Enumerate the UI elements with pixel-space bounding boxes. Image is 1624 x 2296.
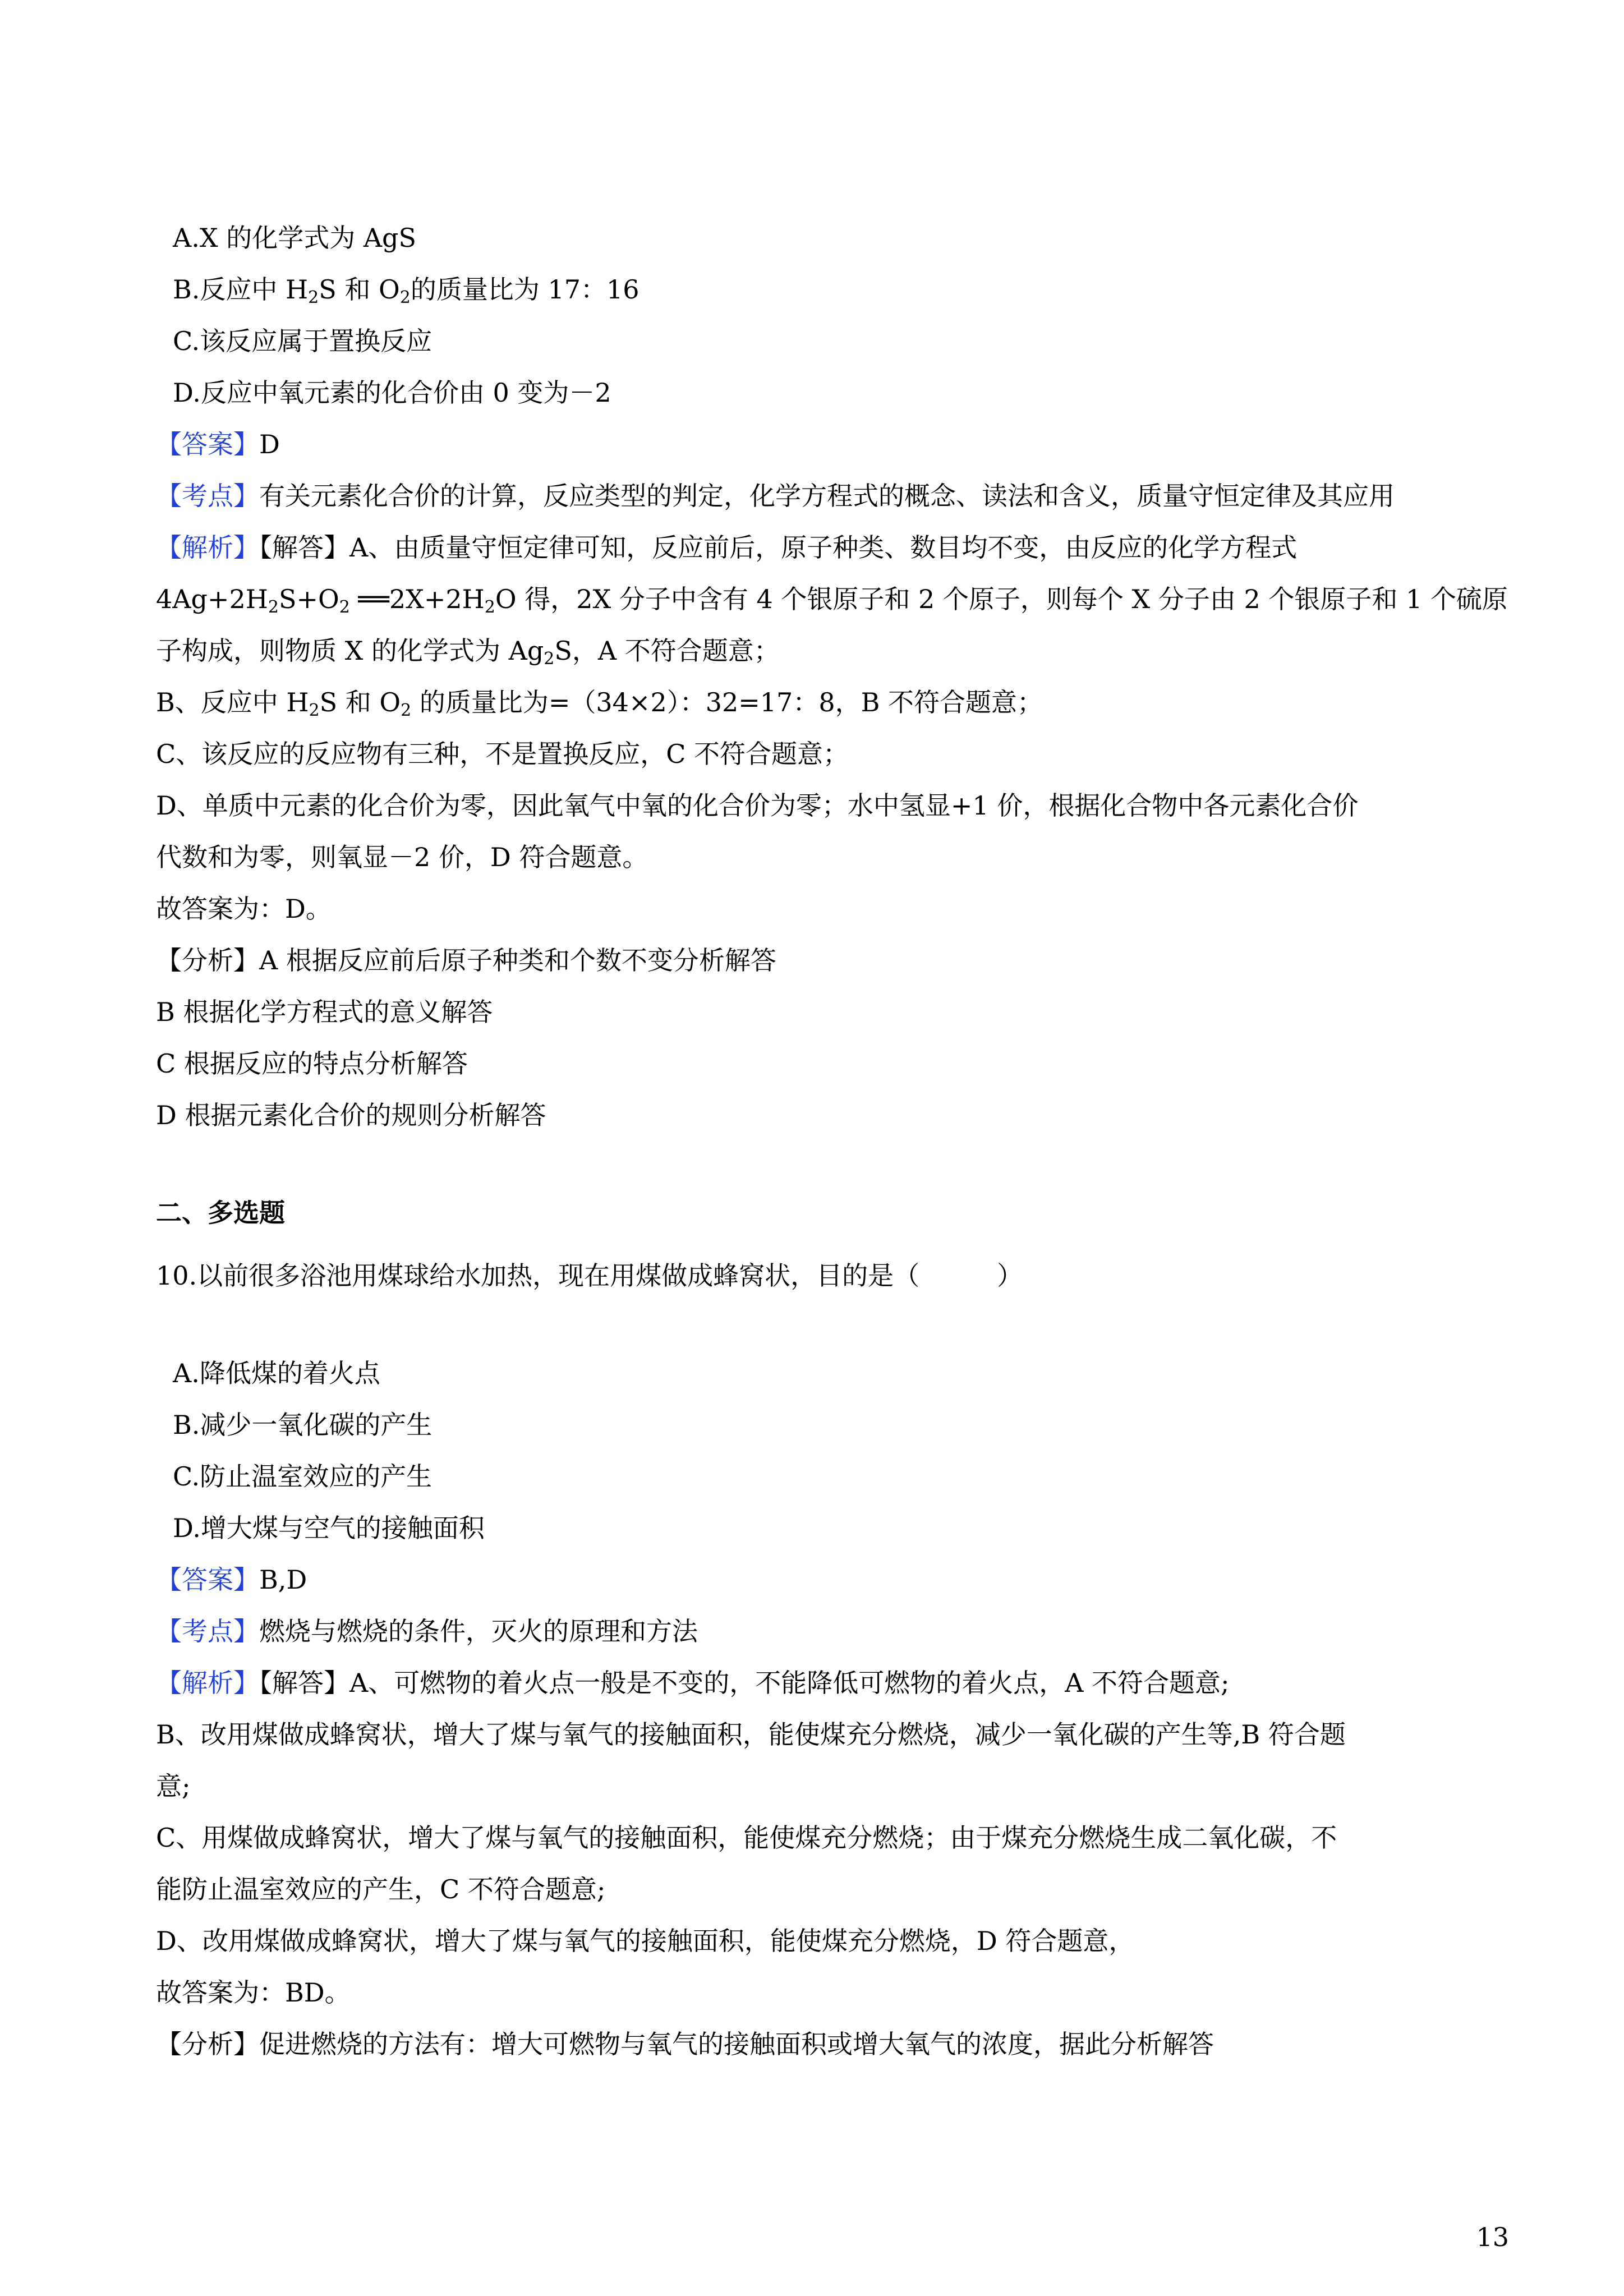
q9-option-c: C.该反应属于置换反应	[173, 326, 433, 356]
q9-jiexi-d2: 代数和为零，则氧显－2 价，D 符合题意。	[156, 842, 648, 872]
q9-final-answer: 故答案为：D。	[156, 894, 332, 924]
q10-jiexi-c2: 能防止温室效应的产生，C 不符合题意;	[156, 1874, 606, 1904]
q10-jiexi-line1: 【解析】【解答】A、可燃物的着火点一般是不变的，不能降低可燃物的着火点，A 不符合题意;	[156, 1668, 1230, 1698]
q10-kaodian: 【考点】燃烧与燃烧的条件，灭火的原理和方法	[156, 1616, 698, 1646]
answer-label: 【答案】	[156, 1565, 259, 1595]
q9-fenxi-d: D 根据元素化合价的规则分析解答	[156, 1100, 546, 1130]
jiexi-label: 【解析】	[156, 532, 259, 563]
q9-jiexi-line1: 【解析】【解答】A、由质量守恒定律可知，反应前后，原子种类、数目均不变，由反应的化学方程式	[156, 532, 1298, 563]
q10-answer: 【答案】B,D	[156, 1565, 307, 1595]
q10-fenxi: 【分析】促进燃烧的方法有：增大可燃物与氧气的接触面积或增大氧气的浓度，据此分析解答	[156, 2029, 1214, 2059]
q10-option-d: D.增大煤与空气的接触面积	[173, 1513, 485, 1543]
q9-jiexi-line2: $4Ag+2H_2S+O_2$ $══2X+2H_2O$ 得，2X 分子中含有 4 个银原子和 2 个原子，则每个 X 分子由 2 个银原子和 1 个硫原	[156, 584, 1508, 617]
q9-option-a: A.X 的化学式为 AgS	[173, 223, 417, 253]
q9-fenxi-a: 【分析】A 根据反应前后原子种类和个数不变分析解答	[156, 945, 776, 976]
q9-jiexi-d1: D、单质中元素的化合价为零，因此氧气中氧的化合价为零；水中氢显+1 价，根据化合物中各元素化合价	[156, 790, 1359, 821]
page-number: 13	[1476, 2222, 1509, 2252]
q10-final-answer: 故答案为：BD。	[156, 1977, 351, 2008]
kaodian-label: 【考点】	[156, 1616, 259, 1646]
q9-jiexi-line3: 子构成，则物质 X 的化学式为 $Ag_2S$，A 不符合题意；	[156, 636, 780, 669]
q9-option-d: D.反应中氧元素的化合价由 0 变为－2	[173, 378, 611, 408]
q10-jiexi-b1: B、改用煤做成蜂窝状，增大了煤与氧气的接触面积，能使煤充分燃烧，减少一氧化碳的产生等,B 符合题	[156, 1719, 1346, 1750]
answer-label: 【答案】	[156, 429, 259, 459]
q9-kaodian: 【考点】有关元素化合价的计算，反应类型的判定，化学方程式的概念、读法和含义，质量守恒定律及其应用	[156, 481, 1395, 511]
q10-option-c: C.防止温室效应的产生	[173, 1461, 433, 1492]
q10-question: 10.以前很多浴池用煤球给水加热，现在用煤做成蜂窝状，目的是（ ）	[156, 1260, 1023, 1291]
jiexi-label: 【解析】	[156, 1668, 259, 1698]
q9-jiexi-c: C、该反应的反应物有三种，不是置换反应，C 不符合题意；	[156, 739, 849, 769]
q10-jiexi-c1: C、用煤做成蜂窝状，增大了煤与氧气的接触面积，能使煤充分燃烧；由于煤充分燃烧生成二氧化碳，不	[156, 1823, 1337, 1853]
q9-fenxi-b: B 根据化学方程式的意义解答	[156, 997, 493, 1027]
q10-jiexi-d: D、改用煤做成蜂窝状，增大了煤与氧气的接触面积，能使煤充分燃烧，D 符合题意，	[156, 1926, 1135, 1956]
q9-jiexi-b: B、反应中 $H_2S$ 和 $O_2$ 的质量比为=（34×2）：32=17：8，B 不符合题意；	[156, 687, 1043, 720]
q9-option-b: B.反应中 $H_2S$ 和 $O_2$的质量比为 17：16	[173, 274, 640, 307]
page-content	[156, 212, 1508, 2070]
q9-answer: 【答案】D	[156, 429, 280, 459]
kaodian-label: 【考点】	[156, 481, 259, 511]
fenxi-label: 【分析】	[156, 945, 259, 976]
q10-jiexi-b2: 意;	[156, 1771, 191, 1801]
q10-option-b: B.减少一氧化碳的产生	[173, 1410, 433, 1440]
q10-option-a: A.降低煤的着火点	[173, 1358, 380, 1388]
fenxi-label: 【分析】	[156, 2029, 259, 2059]
q9-fenxi-c: C 根据反应的特点分析解答	[156, 1048, 468, 1079]
section-heading: 二、多选题	[156, 1198, 285, 1228]
